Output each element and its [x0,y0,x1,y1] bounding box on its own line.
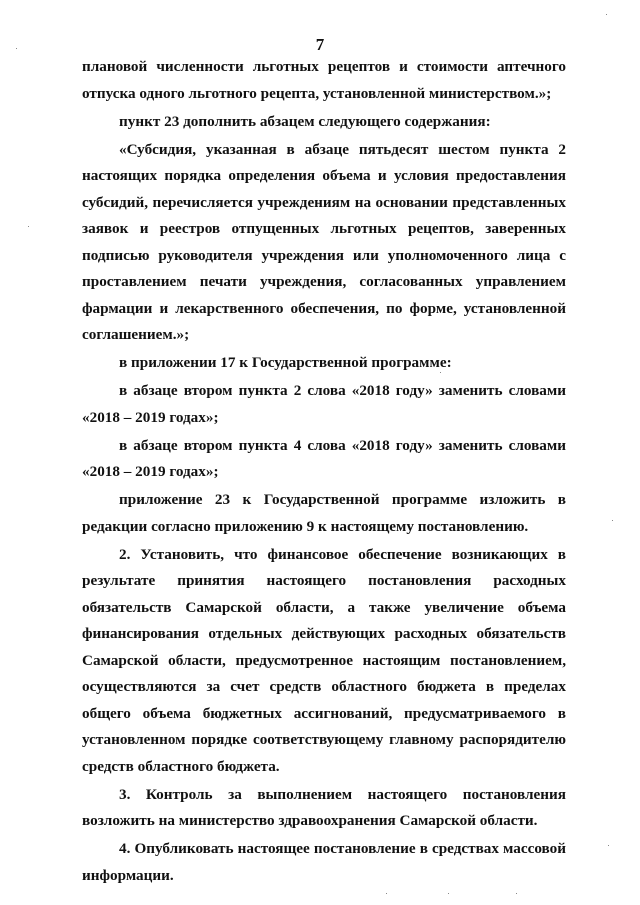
paragraph-item-2-funding: 2. Установить, что финансовое обеспечение возникающих в результате принятия настоящего постановления расходных обязательств Самарской области, а также увеличение объема финансирования отдельных действующих расходных обязательств Самарской области, предусмотренное настоящим постановлением, осуществляются за счет средств областного бюджета в пределах общего объема бюджетных ассигнований, предусматриваемого в установленном порядке соответствующему главному распорядителю средств областного бюджета. [82,545,566,775]
paragraph-subsidy-text: «Субсидия, указанная в абзаце пятьдесят шестом пункта 2 настоящих порядка определения объема и условия предоставления субсидий, перечисляется учреждениям на основании представленных заявок и реестров отпущенных льготных рецептов, заверенных подписью руководителя учреждения или уполномоченного лица с проставлением печати учреждения, согласованных управлением фармации и лекарственного обеспечения, по форме, установленной соглашением.»; [82,140,566,343]
paragraph-appendix-23: приложение 23 к Государственной программе изложить в редакции согласно приложению 9 к настоящему постановлению. [82,491,566,535]
paragraph-appendix-17: в приложении 17 к Государственной программе: [119,354,452,371]
paragraph-point-2-replacement: в абзаце втором пункта 2 слова «2018 году» заменить словами «2018 – 2019 годах»; [82,382,566,426]
scan-speck [612,520,613,521]
scan-speck [16,48,17,49]
scan-speck [608,845,609,846]
scan-speck [516,893,517,894]
scan-speck [28,226,29,227]
paragraph-item-4-publish: 4. Опубликовать настоящее постановление в средствах массовой информации. [82,840,566,884]
paragraph-continuation: плановой численности льготных рецептов и стоимости аптечного отпуска одного льготного рецепта, установленной министерством.»; [82,58,566,102]
scan-speck [606,14,607,15]
paragraph-item-3-control: 3. Контроль за выполнением настоящего постановления возложить на министерство здравоохранения Самарской области. [82,785,566,829]
paragraph-point-23-amendment: пункт 23 дополнить абзацем следующего содержания: [119,112,491,130]
page-number: 7 [315,35,325,54]
document-body [82,54,566,889]
paragraph-point-4-replacement: в абзаце втором пункта 4 слова «2018 году» заменить словами «2018 – 2019 годах»; [82,436,566,480]
scan-speck [440,372,441,373]
scan-speck [448,893,449,894]
scan-speck [386,893,387,894]
